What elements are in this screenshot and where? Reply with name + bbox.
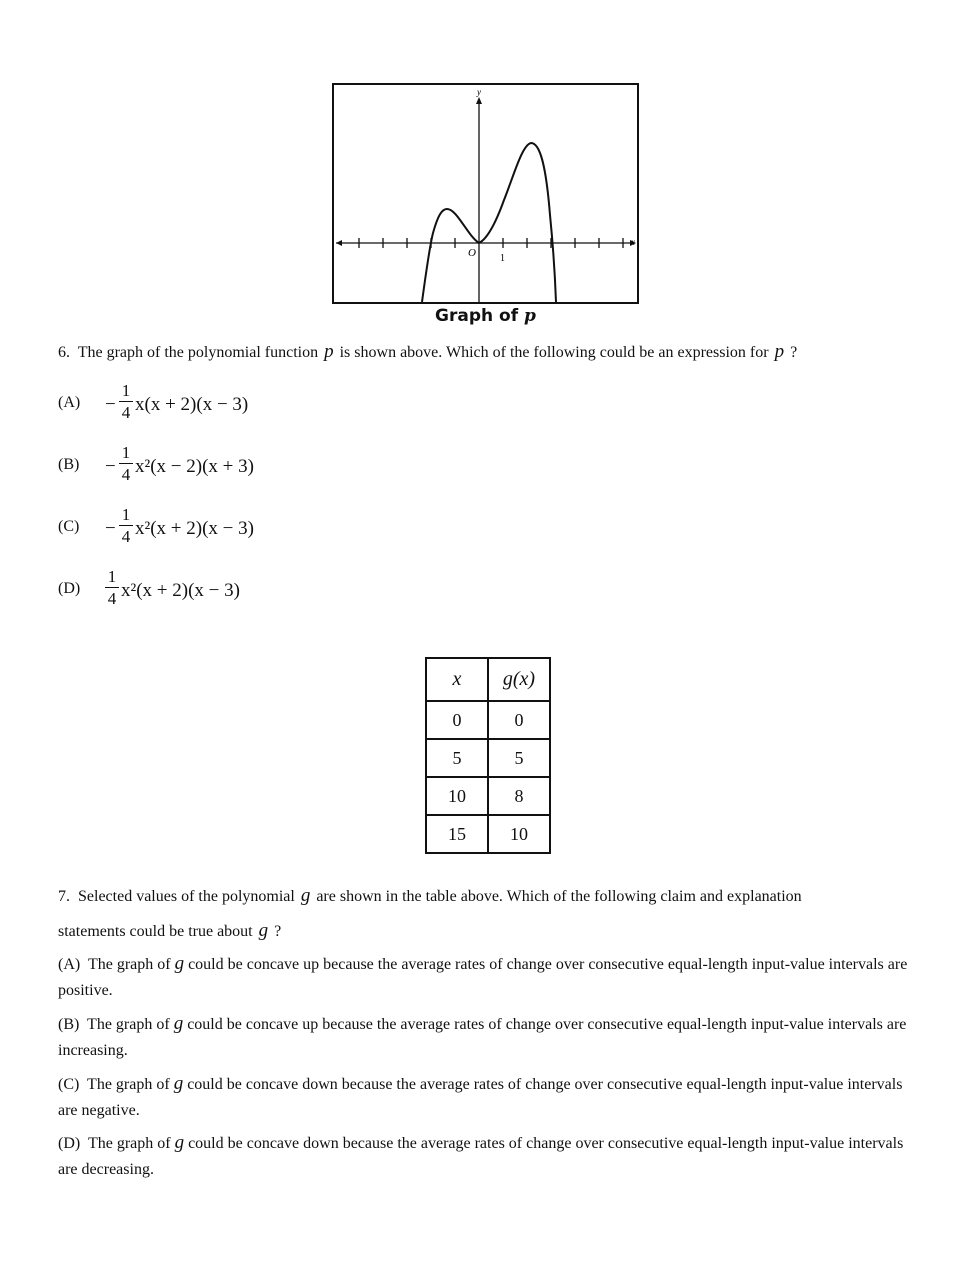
graph-of-p — [332, 83, 639, 304]
option-label: (D) — [58, 580, 81, 597]
table-row: 5 5 — [426, 739, 550, 777]
q6-stem: 6. The graph of the polynomial function p is shown above. Which of the following could be an expression for p ? — [58, 341, 798, 362]
q7-stem-line2: statements could be true about g ? — [58, 920, 282, 941]
table-header: g(x) — [488, 658, 550, 701]
table-row: 0 0 — [426, 701, 550, 739]
q7-option-a[interactable]: (A) The graph of g could be concave up because the average rates of change over consecutive equal-length input-value intervals are positive. — [58, 953, 908, 999]
option-label: (A) — [58, 394, 81, 411]
q7-option-c[interactable]: (C) The graph of g could be concave down because the average rates of change over consecutive equal-length input-value intervals are negative. — [58, 1073, 903, 1119]
table-row: 15 10 — [426, 815, 550, 853]
graph-svg — [334, 85, 637, 302]
values-table — [425, 657, 551, 854]
tick-label-1: 1 — [500, 253, 505, 264]
x-axis-left-arrow — [336, 240, 342, 246]
option-label: (C) — [58, 518, 80, 535]
table-row: 10 8 — [426, 777, 550, 815]
q7-option-d[interactable]: (D) The graph of g could be concave down because the average rates of change over consecutive equal-length input-value intervals are decreasing. — [58, 1132, 904, 1178]
option-label: (B) — [58, 456, 80, 473]
q7-option-b[interactable]: (B) The graph of g could be concave up because the average rates of change over consecutive equal-length input-value intervals are increasing. — [58, 1013, 907, 1059]
q7-stem-line1: 7. Selected values of the polynomial g are shown in the table above. Which of the following claim and explanation — [58, 885, 802, 906]
origin-label: O — [468, 247, 476, 259]
x-axis-label: x — [631, 237, 635, 247]
y-axis-label: y — [477, 87, 481, 97]
curve-p — [422, 143, 556, 302]
table-header: x — [426, 658, 488, 701]
y-axis-arrow — [476, 97, 482, 104]
table-header-row — [426, 658, 550, 701]
graph-caption: Graph of p — [435, 306, 536, 326]
